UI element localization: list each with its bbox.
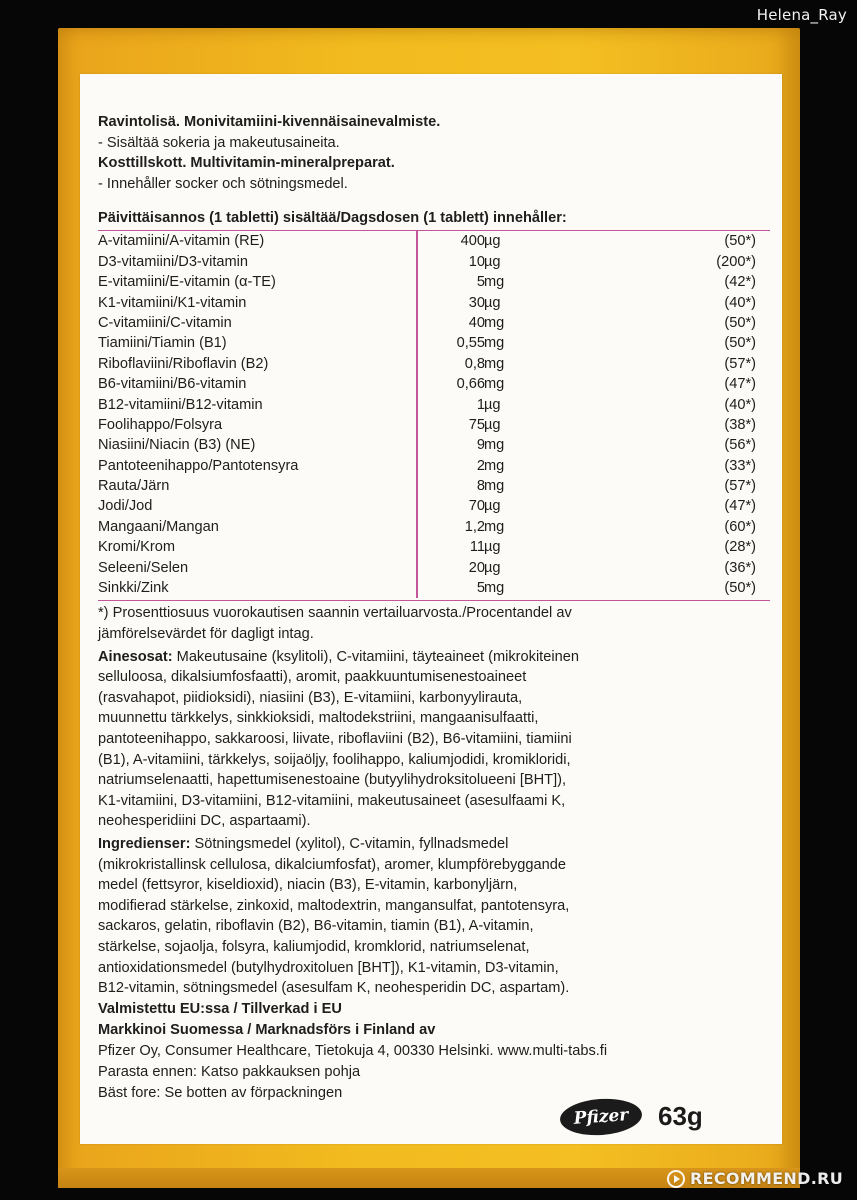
nutrient-name: Riboflaviini/Riboflavin (B2) (98, 355, 269, 372)
nutrient-name: Mangaani/Mangan (98, 518, 219, 535)
username-label: Helena_Ray (756, 6, 847, 24)
footnote-line: *) Prosenttiosuus vuorokautisen saannin vertailuarvosta./Procentandel av (98, 605, 572, 622)
nutrient-row (98, 313, 770, 333)
nutrient-percent: (200*) (716, 253, 756, 270)
nutrient-percent: (57*) (724, 355, 756, 372)
play-circle-icon (667, 1170, 685, 1188)
ainesosat-line: selluloosa, dikalsiumfosfaatti), aromit, paakkuuntumisenestoaineet (98, 669, 527, 686)
nutrient-name: Seleeni/Selen (98, 559, 189, 576)
nutrient-amount: 40 (468, 314, 485, 331)
nutrient-percent: (50*) (724, 233, 756, 250)
footer-line: Valmistettu EU:ssa / Tillverkad i EU (98, 1000, 342, 1017)
ingredienser-line: modifierad stärkelse, zinkoxid, maltodextrin, mangansulfat, pantotensyra, (98, 897, 570, 914)
nutrient-row (98, 496, 770, 516)
nutrient-name: Tiamiini/Tiamin (B1) (98, 335, 227, 352)
ainesosat-line: pantoteenihappo, sakkaroosi, liivate, riboflaviini (B2), B6-vitamiini, tiamiini (98, 730, 572, 747)
nutrient-name: Sinkki/Zink (98, 580, 169, 597)
nutrient-percent: (33*) (724, 457, 756, 474)
ingredienser-text: Sötningsmedel (xylitol), C-vitamin, fyllnadsmedel (190, 835, 509, 852)
ainesosat-line (98, 647, 770, 668)
nutrient-amount: 8 (476, 478, 485, 495)
ingredienser-block (98, 834, 770, 999)
nutrient-name: B12-vitamiini/B12-vitamin (98, 396, 263, 413)
nutrient-percent: (40*) (724, 396, 756, 413)
intro-note-fi: - Sisältää sokeria ja makeutusaineita. (98, 134, 340, 151)
ingredienser-line: stärkelse, sojaolja, folsyra, kaliumjodid, kromklorid, natriumselenat, (98, 938, 530, 955)
nutrient-row (98, 293, 770, 313)
nutrient-amount: 75 (468, 416, 485, 433)
nutrient-unit: mg (484, 457, 505, 474)
nutrient-name: K1-vitamiini/K1-vitamin (98, 294, 247, 311)
ainesosat-label: Ainesosat: (98, 648, 173, 665)
nutrient-unit: µg (484, 498, 501, 515)
nutrient-amount: 400 (460, 233, 485, 250)
footer-line: Markkinoi Suomessa / Marknadsförs i Finland av (98, 1021, 436, 1038)
nutrient-unit: µg (484, 416, 501, 433)
ingredienser-line (98, 834, 770, 855)
watermark-text: RECOMMEND.RU (689, 1169, 843, 1188)
nutrient-percent: (42*) (724, 274, 756, 291)
intro-line-fi: Ravintolisä. Monivitamiini-kivennäisainevalmiste. (98, 114, 441, 130)
nutrient-amount: 70 (468, 498, 485, 515)
nutrient-unit: mg (484, 437, 505, 454)
nutrient-unit: µg (484, 559, 501, 576)
nutrient-percent: (40*) (724, 294, 756, 311)
ainesosat-block (98, 647, 770, 832)
nutrient-name: C-vitamiini/C-vitamin (98, 314, 232, 331)
nutrient-row (98, 537, 770, 557)
nutrient-name: Rauta/Järn (98, 478, 170, 495)
nutrient-amount: 0,55 (456, 335, 485, 352)
nutrient-percent: (56*) (724, 437, 756, 454)
nutrient-row (98, 354, 770, 374)
nutrient-row (98, 578, 770, 598)
nutrient-amount: 5 (476, 274, 485, 291)
nutrient-name: B6-vitamiini/B6-vitamin (98, 376, 247, 393)
nutrient-amount: 11 (469, 539, 485, 556)
nutrient-amount: 5 (476, 580, 485, 597)
nutrient-amount: 20 (468, 559, 485, 576)
nutrient-unit: µg (484, 294, 501, 311)
nutrient-row (98, 456, 770, 476)
nutrient-percent: (50*) (724, 314, 756, 331)
nutrient-row (98, 558, 770, 578)
ingredienser-line: antioxidationsmedel (butylhydroxitoluen [BHT]), K1-vitamin, D3-vitamin, (98, 959, 559, 976)
nutrient-amount: 10 (468, 253, 485, 270)
intro-line-sv: Kosttillskott. Multivitamin-mineralpreparat. (98, 155, 395, 172)
nutrient-percent: (50*) (724, 580, 756, 597)
nutrition-table-header: Päivittäisannos (1 tabletti) sisältää/Dagsdosen (1 tablett) innehåller: (98, 208, 770, 231)
ainesosat-text: Makeutusaine (ksylitoli), C-vitamiini, täyteaineet (mikrokiteinen (172, 648, 579, 665)
nutrient-amount: 2 (476, 457, 485, 474)
pfizer-logo: Pfizer (559, 1096, 643, 1138)
nutrient-amount: 0,8 (464, 355, 485, 372)
nutrient-name: Pantoteenihappo/Pantotensyra (98, 457, 299, 474)
ingredient-label (80, 74, 782, 1144)
nutrient-row (98, 231, 770, 251)
nutrient-row (98, 435, 770, 455)
nutrient-amount: 30 (468, 294, 485, 311)
nutrient-row (98, 374, 770, 394)
nutrient-unit: mg (484, 335, 505, 352)
nutrient-row (98, 272, 770, 292)
label-content (98, 112, 770, 1104)
nutrient-unit: mg (484, 355, 505, 372)
label-footer (98, 999, 770, 1104)
nutrient-name: A-vitamiini/A-vitamin (RE) (98, 233, 265, 250)
nutrient-unit: mg (484, 314, 505, 331)
nutrient-row (98, 333, 770, 353)
net-weight: 63g (658, 1101, 703, 1131)
nutrient-row (98, 517, 770, 537)
nutrient-percent: (28*) (724, 539, 756, 556)
ainesosat-line: (B1), A-vitamiini, tärkkelys, soijaöljy, foolihappo, kaliumjodidi, kromikloridi, (98, 751, 571, 768)
nutrient-name: Jodi/Jod (98, 498, 153, 515)
nutrient-amount: 1,2 (464, 518, 485, 535)
nutrient-name: Foolihappo/Folsyra (98, 416, 223, 433)
nutrient-name: Kromi/Krom (98, 539, 176, 556)
nutrient-unit: mg (484, 580, 505, 597)
nutrient-unit: µg (484, 396, 501, 413)
ingredienser-label: Ingredienser: (98, 835, 191, 852)
nutrient-amount: 1 (476, 396, 485, 413)
footer-line: Bäst fore: Se botten av förpackningen (98, 1084, 343, 1101)
nutrient-unit: µg (484, 253, 501, 270)
footer-line: Parasta ennen: Katso pakkauksen pohja (98, 1063, 361, 1080)
ainesosat-line: muunnettu tärkkelys, sinkkioksidi, maltodekstriini, mangaanisulfaatti, (98, 710, 539, 727)
nutrient-amount: 9 (476, 437, 485, 454)
footnote (98, 603, 770, 644)
table-bottom-rule (98, 600, 770, 601)
nutrient-percent: (57*) (724, 478, 756, 495)
ainesosat-line: (rasvahapot, piidioksidi), niasiini (B3), E-vitamiini, karbonyylirauta, (98, 689, 523, 706)
nutrient-unit: mg (484, 478, 505, 495)
nutrient-unit: µg (484, 233, 501, 250)
ingredienser-line: B12-vitamin, sötningsmedel (asesulfam K, neohesperidin DC, aspartam). (98, 980, 570, 997)
nutrient-amount: 0,66 (456, 376, 485, 393)
nutrient-name: E-vitamiini/E-vitamin (α-TE) (98, 274, 276, 291)
footer-line: Pfizer Oy, Consumer Healthcare, Tietokuja 4, 00330 Helsinki. www.multi-tabs.fi (98, 1042, 608, 1059)
nutrition-table (98, 231, 770, 598)
nutrient-unit: mg (484, 274, 505, 291)
footnote-line: jämförelsevärdet för dagligt intag. (98, 626, 314, 642)
ingredienser-line: (mikrokristallinsk cellulosa, dikalciumfosfat), aromer, klumpförebyggande (98, 856, 566, 873)
nutrient-row (98, 415, 770, 435)
nutrient-percent: (36*) (724, 559, 756, 576)
recommend-watermark (667, 1169, 843, 1188)
nutrient-percent: (38*) (724, 416, 756, 433)
product-box (58, 28, 800, 1188)
nutrient-percent: (47*) (724, 376, 756, 393)
nutrient-percent: (50*) (724, 335, 756, 352)
ingredienser-line: sackaros, gelatin, riboflavin (B2), B6-vitamin, tiamin (B1), A-vitamin, (98, 918, 534, 935)
nutrient-percent: (60*) (724, 518, 756, 535)
nutrient-unit: mg (484, 376, 505, 393)
nutrient-row (98, 252, 770, 272)
intro-note-sv: - Innehåller socker och sötningsmedel. (98, 175, 348, 192)
nutrient-percent: (47*) (724, 498, 756, 515)
nutrient-name: D3-vitamiini/D3-vitamin (98, 253, 249, 270)
nutrient-unit: mg (484, 518, 505, 535)
nutrient-name: Niasiini/Niacin (B3) (NE) (98, 437, 256, 454)
nutrient-unit: µg (484, 539, 501, 556)
intro-block (98, 112, 770, 194)
nutrient-row (98, 476, 770, 496)
ainesosat-line: neohesperidiini DC, aspartaami). (98, 813, 311, 830)
ainesosat-line: K1-vitamiini, D3-vitamiini, B12-vitamiini, makeutusaineet (asesulfaami K, (98, 792, 566, 809)
nutrient-row (98, 395, 770, 415)
ainesosat-line: natriumselenaatti, hapettumisenestoaine (butyylihydroksitolueeni [BHT]), (98, 772, 567, 789)
ingredienser-line: medel (fettsyror, kiseldioxid), niacin (B3), E-vitamin, karbonyljärn, (98, 877, 518, 894)
